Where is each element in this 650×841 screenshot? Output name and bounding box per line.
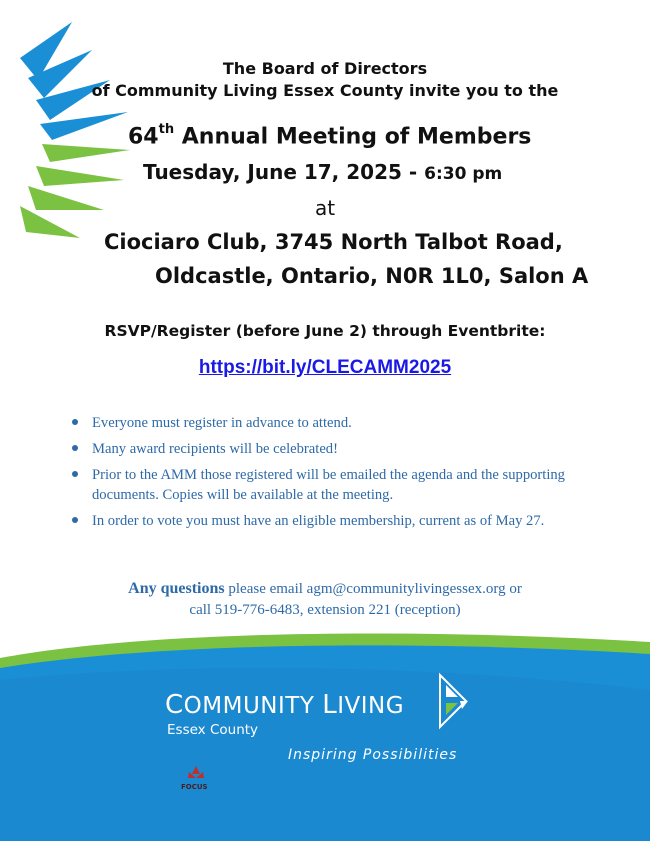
brand-name xyxy=(165,690,404,720)
bullet-icon xyxy=(72,471,78,477)
meeting-time: 6:30 pm xyxy=(424,164,503,184)
brand-rest-2: IVING xyxy=(337,693,405,719)
list-item xyxy=(72,413,592,433)
at-word: at xyxy=(314,196,336,220)
tagline: Inspiring Possibilities xyxy=(288,747,458,763)
meeting-ordinal: 64 xyxy=(128,124,159,150)
questions-block xyxy=(0,578,650,621)
meeting-ordinal-suffix: th xyxy=(158,122,175,137)
focus-logo-label: FOCUS xyxy=(181,783,208,791)
bullet-icon xyxy=(72,419,78,425)
questions-lead: Any questions xyxy=(128,580,225,597)
board-line-2: of Community Living Essex County invite you to the xyxy=(91,81,559,100)
brand-subtitle: Essex County xyxy=(167,722,259,738)
questions-line-2: call 519-776-6483, extension 221 (reception) xyxy=(189,602,461,618)
bullet-icon xyxy=(72,517,78,523)
meeting-title xyxy=(128,124,531,149)
board-line-1: The Board of Directors xyxy=(222,59,428,78)
list-item-text: Everyone must register in advance to attend. xyxy=(92,415,352,431)
meeting-date xyxy=(143,160,502,184)
brand-l: L xyxy=(322,690,338,720)
info-list xyxy=(72,413,592,537)
rsvp-text: RSVP/Register (before June 2) through Eventbrite: xyxy=(104,322,546,340)
list-item-text: In order to vote you must have an eligible membership, current as of May 27. xyxy=(92,513,545,529)
list-item xyxy=(72,439,592,459)
list-item xyxy=(72,511,592,531)
list-item-text: Prior to the AMM those registered will be emailed the agenda and the supporting documents. Copies will be available at the meeting. xyxy=(92,467,565,503)
venue-line-1: Ciociaro Club, 3745 North Talbot Road, xyxy=(104,230,563,254)
questions-line-1: please email agm@communitylivingessex.org or xyxy=(224,581,522,597)
list-item-text: Many award recipients will be celebrated! xyxy=(92,441,338,457)
meeting-date-text: Tuesday, June 17, 2025 - xyxy=(143,160,425,184)
meeting-title-text: Annual Meeting of Members xyxy=(174,124,532,150)
bullet-icon xyxy=(72,445,78,451)
brand-c: C xyxy=(165,690,184,720)
brand-rest-1: OMMUNITY xyxy=(183,693,323,719)
eventbrite-link[interactable]: https://bit.ly/CLECAMM2025 xyxy=(198,357,452,378)
footer-band xyxy=(0,620,650,841)
list-item xyxy=(72,465,592,505)
board-heading xyxy=(0,58,650,102)
venue-line-2: Oldcastle, Ontario, N0R 1L0, Salon A xyxy=(155,264,589,288)
